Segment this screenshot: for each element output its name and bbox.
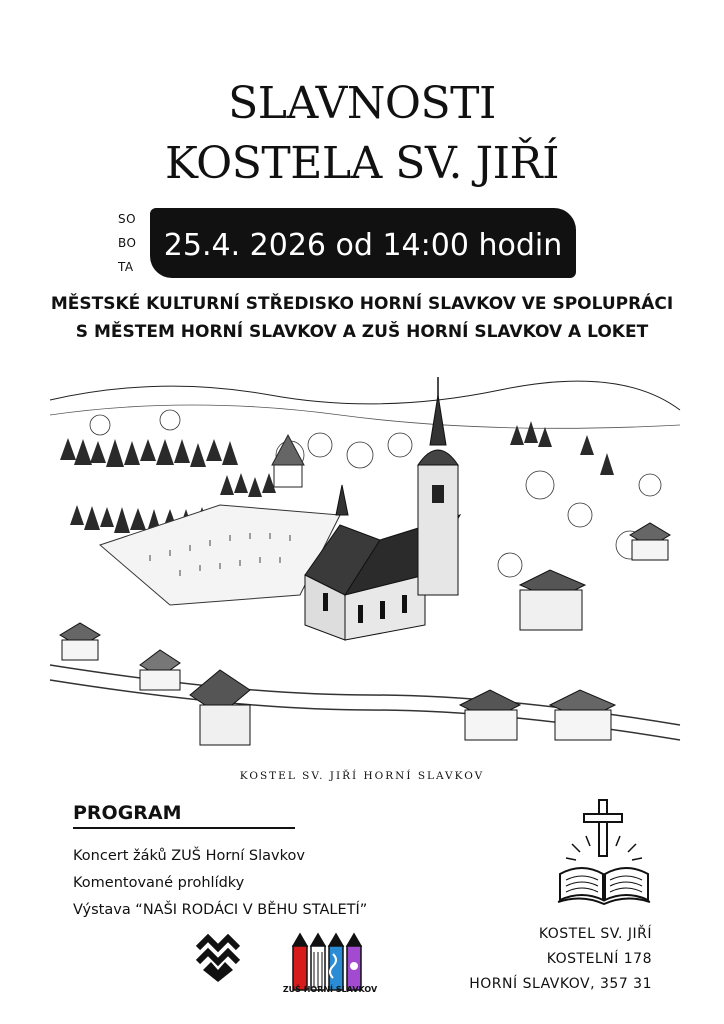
title-line-1: SLAVNOSTI xyxy=(228,78,496,129)
organizer-line-2: S MĚSTEM HORNÍ SLAVKOV A ZUŠ HORNÍ SLAVKOV A LOKET xyxy=(75,322,649,342)
church-illustration xyxy=(40,365,684,760)
illustration-caption: KOSTEL SV. JIŘÍ HORNÍ SLAVKOV xyxy=(239,770,485,782)
day-part-1: SO xyxy=(118,212,137,226)
bible-cross-icon xyxy=(554,798,654,908)
address-line-1: KOSTEL SV. JIŘÍ xyxy=(538,926,652,942)
program-heading: PROGRAM xyxy=(73,802,182,824)
address-line-3: HORNÍ SLAVKOV, 357 31 xyxy=(469,976,652,992)
day-part-3: TA xyxy=(118,260,134,274)
organizer-line-1: MĚSTSKÉ KULTURNÍ STŘEDISKO HORNÍ SLAVKOV VE SPOLUPRÁCI xyxy=(50,294,674,314)
program-underline xyxy=(73,827,295,829)
program-item: Koncert žáků ZUŠ Horní Slavkov xyxy=(73,848,305,864)
program-item: Komentované prohlídky xyxy=(73,875,245,891)
title-line-2: KOSTELA SV. JIŘÍ xyxy=(164,138,560,189)
day-part-2: BO xyxy=(118,236,137,250)
program-item: Výstava “NAŠI RODÁCI V BĚHU STALETÍ” xyxy=(73,902,368,918)
event-date-time: 25.4. 2026 od 14:00 hodin xyxy=(163,228,563,263)
address-line-2: KOSTELNÍ 178 xyxy=(546,951,652,967)
town-logo-icon xyxy=(193,934,243,984)
zus-logo-text: ZUŠ HORNÍ SLAVKOV xyxy=(282,985,378,994)
